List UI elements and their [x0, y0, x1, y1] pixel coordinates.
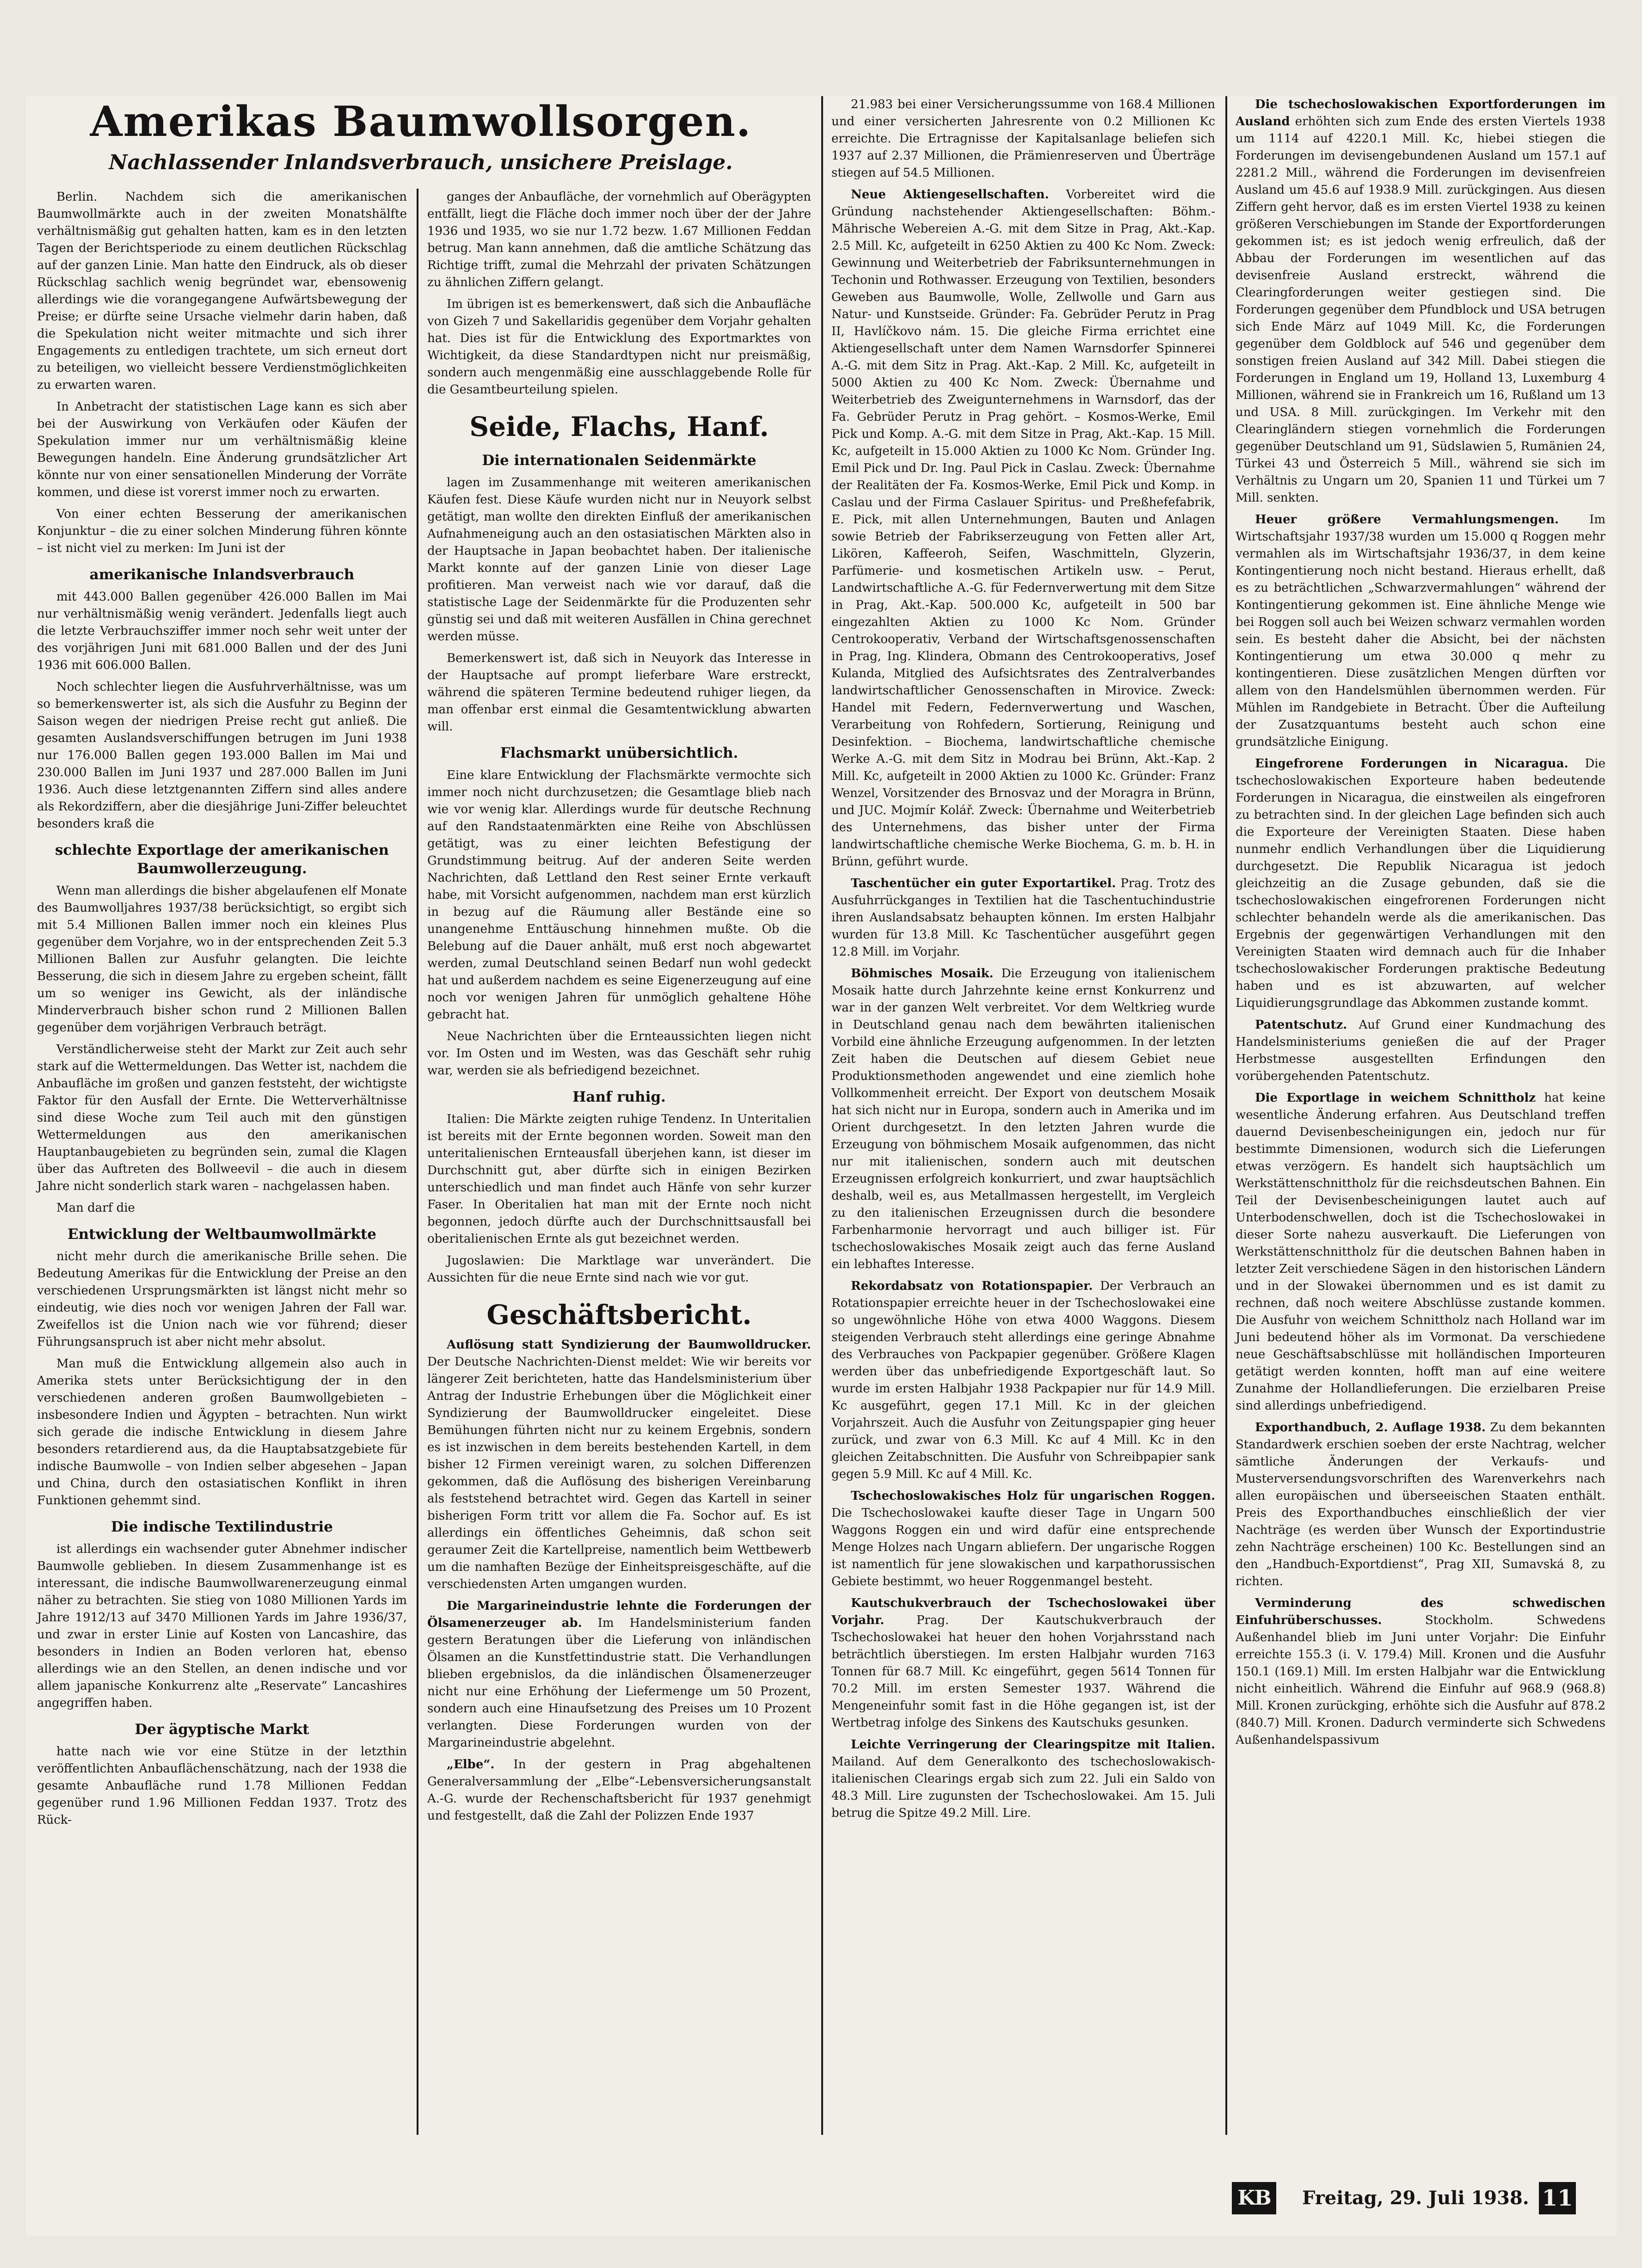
news-item-title: Böhmisches Mosaik.: [851, 967, 994, 981]
paragraph: Man muß die Entwicklung allgemein also auch in Amerika stets unter Berücksichtigung der in den verschiedenen anderen großen Baumwollgebieten – insbesondere Indien und Ägypten – betrachten. Nun wirkt sich gerade die indische Entwicklung in diesem Jahre besonders retardierend aus, da die Hauptabsatzgebiete für indische Baumwolle – von Indien selber abgesehen – Japan und China, durch den ostasiatischen Konflikt in ihren Funktionen gehemmt sind.: [37, 1357, 407, 1508]
news-item: [831, 1278, 1215, 1483]
news-item-body: Im Handelsministerium fanden gestern Beratungen über die Lieferung von inländischen Ölsamen an die Kunstfettindustrie statt. Die Verhandlungen blieben ergebnislos, da die inländischen Ölsamenerzeuger nicht nur eine Erhöhung der Liefermenge um 50 Prozent, sondern auch eine Hinaufsetzung des Preises um 10 Prozent verlangten. Diese Forderungen wurden von der Margarineindustrie abgelehnt.: [427, 1616, 812, 1750]
news-item-title: Heuer größere Vermahlungsmengen.: [1255, 513, 1559, 527]
paragraph: Man darf die: [56, 1201, 135, 1215]
paragraph: Eine klare Entwicklung der Flachsmärkte vermochte sich immer noch nicht durchzusetzen; die Gesamtlage blieb nach wie vor wenig klar. Allerdings wurde für deutsche Rechnung auf den Randstaatenmärkten eine Reihe von Abschlüssen getätigt, was zu einer leichten Befestigung der Grundstimmung beitrug. Auf der anderen Seite werden Nachrichten, daß Lettland den Rest seiner Ernte verkauft habe, mit Vorsicht aufgenommen, nachdem man erst kürzlich in bezug auf die Räumung aller Bestände eine so unangenehme Enttäuschung hinnehmen mußte. Ob die Belebung auf die Dauer anhält, muß erst noch abgewartet werden, zumal Deutschland seinen Bedarf nun wohl gedeckt hat und außerdem nachdem es seine Eigenerzeugung auf eine noch vor wenigen Jahren für unmöglich gehaltene Höhe gebracht hat.: [427, 768, 811, 1022]
column-rule: [821, 96, 823, 2135]
news-item: [831, 1736, 1215, 1822]
news-item-title: „Elbe“.: [447, 1758, 495, 1771]
news-item-title: Leichte Verringerung der Clearingspitze mit Italien.: [851, 1738, 1215, 1752]
news-item-body: Die Tschechoslowakei kaufte dieser Tage in Ungarn 500 Waggons Roggen ein und wird dafür eine entsprechende Menge Holzes nach Ungarn abliefern. Der ungarische Roggen ist namentlich für jene slowakischen und karpathorussischen Gebiete bestimmt, wo heuer Roggenmangel besteht.: [831, 1506, 1215, 1588]
news-item-body: Auf Grund einer Kundmachung des Handelsministeriums genießen die auf der Prager Herbstmesse ausgestellten Erfindungen den vorübergehenden Patentschutz.: [1236, 1018, 1605, 1083]
news-item-body: Stockholm. Schwedens Außenhandel blieb im Juni unter Vorjahr: Die Einfuhr erreichte 155.3 (i. V. 179.4) Mill. Kronen und die Ausfuhr 150.1 (169.1) Mill. Im ersten Halbjahr war die Entwicklung nicht einheitlich. Während die Einfuhr auf 968.9 (968.8) Mill. Kronen zurückging, erhöhte sich die Ausfuhr auf 878.2 (840.7) Mill. Kronen. Dadurch verminderte sich Schwedens Außenhandelspassivum: [1236, 1613, 1605, 1747]
news-item-title: Tschechoslowakisches Holz für ungarischen Roggen.: [851, 1489, 1215, 1503]
paragraph: Noch schlechter liegen die Ausfuhrverhältnisse, was um so bemerkenswerter ist, als sich die Ausfuhr zu Beginn der Saison wegen der niedrigen Preise recht gut anließ. Die gesamten Auslandsverschiffungen betrugen im Juni 1938 nur 176.000 Ballen gegen 193.000 Ballen im Mai und 230.000 Ballen im Juni 1937 und 287.000 Ballen im Juni 1936. Auch diese letztgenannten Ziffern sind alles andere als Rekordziffern, aber die diesjährige Juni-Ziffer beleuchtet besonders kraß die: [37, 680, 407, 831]
news-item-title: Kautschukverbrauch der Tschechoslowakei über Vorjahr.: [831, 1596, 1215, 1627]
news-item-body: Der Deutsche Nachrichten-Dienst meldet: Wie wir bereits vor längerer Zeit berichteten, hatte das Handelsministerium über Antrag der Industrie Erhebungen über die Möglichkeit einer Syndizierung der Baumwolldrucker eingeleitet. Diese Bemühungen führten nicht nur zu keinem Ergebnis, sondern es ist inzwischen in dem bereits bestehenden Kartell, in dem bisher 12 Firmen vereinigt waren, zu solchen Differenzen gekommen, daß die Auflösung des bisherigen Vereinbarung als feststehend betrachtet wird. Gegen das Kartell in seiner bisherigen Form tritt vor allem die Fa. Sochor auf. Es ist allerdings ein öffentliches Geheimnis, daß schon seit geraumer Zeit die Kartellpreise, namentlich beim Wettbewerb um die namhaften Bezüge der Einheitspreisgeschäfte, auf die verschiedensten Arten umgangen wurden.: [427, 1355, 811, 1591]
news-item-body: Zu dem bekannten Standardwerk erschien soeben der erste Nachtrag, welcher sämtliche Änderungen der Verkaufs- und Musterversendungsvorschriften des Warenverkehrs nach allen europäischen und überseeischen Staaten enthält. Preis des Exporthandbuches einschließlich der vier Nachträge (es werden über Wunsch der Exportindustrie zehn Nachträge erscheinen) 100 Kc. Bestellungen sind an den „Handbuch-Exportdienst“, Prag XII, Sumavská 8, zu richten.: [1236, 1421, 1606, 1588]
paragraph: Neue Nachrichten über die Ernteaussichten liegen nicht vor. Im Osten und im Westen, was das Geschäft sehr ruhig war, werden sie als befriedigend bezeichnet.: [427, 1030, 811, 1078]
news-item-title: Die tschechoslowakischen Exportforderungen im Ausland: [1236, 98, 1605, 129]
paragraph: mit 443.000 Ballen gegenüber 426.000 Ballen im Mai nur verhältnismäßig wenig verändert. Jedenfalls liegt auch die letzte Verbrauchsziffer immer noch sehr weit unter der des vorjährigen Juni mit 681.000 Ballen und der des Juni 1936 mit 606.000 Ballen.: [37, 590, 407, 672]
subhead: Die internationalen Seidenmärkte: [482, 452, 756, 469]
news-item-body: Der Verbrauch an Rotationspapier erreichte heuer in der Tschechoslowakei eine so ungewöhnliche Höhe von etwa 4000 Waggons. Diesem steigenden Verbrauch steht allerdings eine geringe Abnahme des Verbrauches von Packpapier gegenüber. Größere Klagen werden über das unbefriedigende Exportgeschäft laut. So wurde im ersten Halbjahr 1938 Packpapier nur für 14.9 Mill. Kc ausgeführt, gegen 17.1 Mill. Kc in der gleichen Vorjahrszeit. Auch die Ausfuhr von Zeitungspapier ging heuer zurück, und zwar von 6.3 Mill. Kc auf 4 Mill. Kc in den gleichen Zeitabschnitten. Die Ausfuhr von Schreibpapier sank gegen 5.9 Mill. Kc auf 4 Mill. Kc.: [831, 1279, 1215, 1481]
paragraph: Verständlicherweise steht der Markt zur Zeit auch sehr stark auf die Wettermeldungen. Das Wetter ist, nachdem die Anbaufläche im großen und ganzen feststeht, der wichtigste Faktor für den Ausfall der Ernte. Die Wetterverhältnisse sind diese Woche zum Teil auch mit den günstigen Wettermeldungen aus den amerikanischen Hauptanbaugebieten zu begründen sein, zumal die Klagen über das Auftreten des Bollweevil – die auch in diesem Jahre nicht sonderlich stark waren – nachgelassen haben.: [37, 1042, 407, 1193]
news-item-title: Die Margarineindustrie lehnte die Forderungen der Ölsamenerzeuger ab.: [427, 1599, 811, 1630]
news-item: [427, 1336, 811, 1593]
news-item: [831, 1488, 1215, 1590]
subhead: amerikanische Inlandsverbrauch: [89, 566, 355, 583]
column-4: [1236, 96, 1605, 2130]
newspaper-page: [26, 96, 1617, 2237]
news-item-body: Im Wirtschaftsjahr 1937/38 wurden um 15.000 q Roggen mehr vermahlen als im Wirtschaftsjahr 1936/37, in dem keine Kontingentierung noch nicht bestand. Hieraus erhellt, daß es zu beträchtlichen „Schwarzvermahlungen“ während der Kontingentierung gekommen ist. Eine ähnliche Menge wie bei Roggen soll auch bei Weizen schwarz vermahlen worden sein. Es besteht daher die Absicht, bei der nächsten Kontingentierung um etwa 30.000 q mehr zu kontingentieren. Diese zusätzlichen Mengen dürften vor allem von den Handelsmühlen übernommen werden. Für Mühlen im Randgebiete in Betracht. Über die Aufteilung der Zusatzquantums besteht auch schon eine grundsätzliche Einigung.: [1236, 513, 1606, 749]
news-item-title: Patentschutz.: [1255, 1018, 1347, 1032]
paragraph: Italien: Die Märkte zeigten ruhige Tendenz. In Unteritalien ist bereits mit der Ernte begonnen worden. Soweit man den unteritalienischen Ernteausfall überjehen kann, ist dieser im Durchschnitt gut, aber dürfte sich in einigen Bezirken unterschiedlich und man findet auch Hänfe von sehr kurzer Faser. In Oberitalien hat man mit der Ernte noch nicht begonnen, jedoch dürfte auch der Durchschnittsausfall bei oberitalienischen Ernte als gut bezeichnet werden.: [427, 1112, 811, 1246]
page-number: 11: [1539, 2182, 1576, 2214]
news-item-title: Eingefrorene Forderungen in Nicaragua.: [1255, 757, 1568, 771]
news-item-title: Neue Aktiengesellschaften.: [851, 188, 1049, 202]
paragraph: In Anbetracht der statistischen Lage kann es sich aber bei der Auswirkung von Verkäufen oder Käufen der Spekulation immer nur um verhältnismäßig kleine Bewegungen handeln. Eine Änderung grundsätzlicher Art könnte nur von einer sensationellen Minderung der Vorräte kommen, und diese ist vorerst immer noch zu erwarten.: [37, 400, 407, 499]
news-item-title: Auflösung statt Syndizierung der Baumwolldrucker.: [447, 1338, 811, 1352]
news-item: [1236, 96, 1605, 507]
section-title-seide: Seide, Flachs, Hanf.: [469, 411, 769, 442]
news-item-body: Prag. Trotz des Ausfuhrrückganges in Textilien hat die Taschentuchindustrie ihren Auslandsabsatz behaupten können. Im ersten Halbjahr wurden für 13.8 Mill. Kc Taschentücher ausgeführt gegen 12.8 Mill. im Vorjahr.: [831, 877, 1216, 959]
news-item-title: Die Exportlage in weichem Schnittholz: [1255, 1091, 1536, 1105]
column-rule: [1225, 96, 1227, 2135]
paragraph: lagen im Zusammenhange mit weiteren amerikanischen Käufen fest. Diese Käufe wurden nicht nur in Neuyork selbst getätigt, man wollte den direkten Einfluß der amerikanischen Aufnahmeneigung auch an den ostasiatischen Märkten also in der Hauptsache in Japan beobachtet haben. Der italienische Markt konnte auf der ganzen Linie von dieser Lage profitieren. Man verweist nach wie vor darauf, daß die statistische Lage der Seidenmärkte für die Produzenten sehr günstig sei und daß mit weiteren Ausfällen in China gerechnet werden müsse.: [427, 476, 811, 644]
news-item-body: Mailand. Auf dem Generalkonto des tschechoslowakisch-italienischen Clearings ergab sich zum 22. Juli ein Saldo von 48.3 Mill. Lire zugunsten der Tschechoslowakei. Am 15. Juli betrug die Spitze 49.2 Mill. Lire.: [831, 1755, 1215, 1820]
paragraph: Wenn man allerdings die bisher abgelaufenen elf Monate des Baumwolljahres 1937/38 berücksichtigt, so ergibt sich mit 5.4 Millionen Ballen immer noch ein kleines Plus gegenüber dem Vorjahre, wo in der entsprechenden Zeit 5.3 Millionen Ballen zur Ausfuhr gelangten. Die leichte Besserung, die sich in diesem Jahre zu ergeben scheint, fällt um so weniger ins Gewicht, als der inländische Minderverbrauch bisher schon rund 2 Millionen Ballen gegenüber dem vorjährigen Verbrauch beträgt.: [37, 884, 407, 1035]
column-3: [831, 96, 1215, 2130]
news-item: [427, 1598, 811, 1752]
subhead: schlechte Exportlage der amerikanischen Baumwollerzeugung.: [55, 842, 389, 877]
news-item-body: Vorbereitet wird die Gründung nachstehender Aktiengesellschaften: Böhm.-Mährische Webereien A.-G. mit dem Sitze in Prag, Akt.-Kap. 2.5 Mill. Kc, aufgeteilt in 6250 Aktien zu 400 Kc Nom. Zweck: Gewinnung und Weiterbetrieb der Fabriksunternehmungen in Techonin und Rothwasser. Erzeugung von Textilien, besonders Geweben aus Baumwolle, Wolle, Zellwolle und Garn aus Natur- und Kunstseide. Gründer: Fa. Gebrüder Perutz in Prag II, Havlíčkovo nám. 15. Die gleiche Firma errichtet eine Aktiengesellschaft unter dem Namen Warnsdorfer Spinnerei A.-G. mit dem Sitz in Prag. Akt.-Kap. 2 Mill. Kc, aufgeteilt in 5000 Aktien zu 400 Kc Nom. Zweck: Übernahme und Weiterbetrieb des Zweigunternehmens in Warnsdorf, das der Fa. Gebrüder Perutz in Prag gehört. – Kosmos-Werke, Emil Pick und Komp. A.-G. mit dem Sitze in Prag, Akt.-Kap. 15 Mill. Kc, aufgeteilt in 15.000 Aktien zu 1000 Kc Nom. Gründer Ing. Emil Pick und Dr. Ing. Paul Pick in Caslau. Zweck: Übernahme der Realitäten der Fa. Kosmos-Werke, Emil Pick und Komp. in Caslau und der Firma Caslauer Spiritus- und Preßhefefabrik, E. Pick, mit allen Unternehmungen, Bauten und Anlagen sowie Betrieb der Fabrikserzeugung von Fetten aller Art, Likören, Kaffeeroh, Seifen, Waschmitteln, Glyzerin, Parfümerie- und kosmetischen Artikeln usw. – Perut, Landwirtschaftliche A.-G. für Federnverwertung mit dem Sitze in Prag, Akt.-Kap. 500.000 Kc, aufgeteilt in 500 bar eingezahlten Aktien zu 1000 Kc Nom. Gründer Centrokooperativ, Verband der Wirtschaftsgenossenschaften in Prag, Ing. Klindera, Obmann des Centrokooperativs, Josef Kulanda, Mitglied des Aufsichtsrates des Zentralverbandes landwirtschaftlicher Genossenschaften in Mirovice. Zweck: Handel mit Federn, Federnverwertung und Waschen, Verarbeitung von Rohfedern, Sortierung, Reinigung und Desinfektion. – Biochema, landwirtschaftliche chemische Werke A.-G. mit dem Sitz in Modrau bei Brünn, Akt.-Kap. 2 Mill. Kc, aufgeteilt in 2000 Aktien zu 1000 Kc. Gründer: Franz Wenzel, Vorsitzender des Brnosvaz und der Moragra in Brünn, und JUC. Mojmír Kolář. Zweck: Übernahme und Weiterbetrieb des Unternehmens, das bisher unter der Firma landwirtschaftliche chemische Werke Biochema, G. m. b. H. in Brünn, geführt wurde.: [831, 188, 1216, 869]
news-item-body: hat keine wesentliche Änderung erfahren. Aus Deutschland treffen dauernd Devisenbescheinigungen ein, jedoch nur für bestimmte Dimensionen, wodurch sich die Lieferungen etwas verzögern. Es handelt sich hauptsächlich um Werkstättenschnittholz für die reichsdeutschen Bahnen. Ein Teil der Devisenbescheinigungen lautet auch auf Unterbodenschwellen, doch ist die Tschechoslowakei in dieser Sorte nahezu ausverkauft. Die Lieferungen von Werkstättenschnittholz für die deutschen Bahnen haben in letzter Zeit verschiedene Sägen in den historischen Ländern und in der Slowakei übernommen und es ist damit zu rechnen, daß noch weitere Abschlüsse zustande kommen. Die Ausfuhr von weichem Schnittholz nach Holland war im Juni bedeutend höher als im Vormonat. Da verschiedene neue Geschäftsabschlüsse mit holländischen Importeuren getätigt werden konnten, hofft man auf eine weitere Zunahme der Hollandlieferungen. Die erzielbaren Preise sind allerdings unbefriedigend.: [1236, 1091, 1605, 1413]
news-item-title: Exporthandbuch, 2. Auflage 1938.: [1255, 1421, 1486, 1434]
section-title-geschaeft: Geschäftsbericht.: [486, 1299, 752, 1330]
news-item: [1236, 1017, 1605, 1085]
subhead: Der ägyptische Markt: [135, 1721, 309, 1738]
paragraph: Im übrigen ist es bemerkenswert, daß sich die Anbaufläche von Gizeh 7 und Sakellaridis gegenüber dem Vorjahr gehalten hat. Dies ist für die Entwicklung des Exportmarktes von Wichtigkeit, da diese Standardtypen nicht nur preismäßig, sondern auch mengenmäßig eine ausschlaggebende Rolle für die Gesamtbeurteilung spielen.: [427, 297, 811, 397]
column-rule: [417, 189, 418, 2135]
subhead: Die indische Textilindustrie: [111, 1519, 333, 1535]
news-item: [427, 1756, 811, 1825]
column-2: [427, 189, 811, 2130]
article-headline: Amerikas Baumwollsorgen.: [90, 97, 752, 146]
issue-date: Freitag, 29. Juli 1938.: [1302, 2187, 1529, 2209]
news-item: [831, 1595, 1215, 1732]
paragraph: Berlin. Nachdem sich die amerikanischen Baumwollmärkte auch in der zweiten Monatshälfte verhältnismäßig gut gehalten hatten, kam es in den letzten Tagen der Berichtsperiode zu einem deutlichen Rückschlag auf der ganzen Linie. Man hatte den Eindruck, als ob dieser Rückschlag sachlich wenig begründet war, ebensowenig allerdings wie die vorangegangene Aufwärtsbewegung der Preise; er dürfte seine Ursache vielmehr darin haben, daß die Spekulation nicht weiter mitmachte und sich ihrer Engagements zu entledigen trachtete, um sich erneut dort zu beteiligen, wo vielleicht bessere Verdienstmöglichkeiten zu erwarten waren.: [37, 190, 407, 392]
article-masthead: [37, 96, 805, 189]
news-item: [1236, 1595, 1605, 1749]
publication-logo: KB: [1232, 2182, 1276, 2214]
subhead: Hanf ruhig.: [572, 1089, 666, 1105]
news-item-title: Verminderung des schwedischen Einfuhrüberschusses.: [1236, 1596, 1605, 1627]
subhead: Flachsmarkt unübersichtlich.: [500, 745, 738, 761]
column-1: [37, 189, 407, 2130]
paragraph: hatte nach wie vor eine Stütze in der letzthin veröffentlichten Anbauflächenschätzung, nach der 1938 die gesamte Anbaufläche rund 1.78 Millionen Feddan gegenüber rund 1.96 Millionen Feddan 1937. Trotz des Rück-: [37, 1745, 407, 1827]
paragraph: ist allerdings ein wachsender guter Abnehmer indischer Baumwolle geblieben. In diesem Zusammenhange ist es interessant, die indische Baumwollwarenerzeugung einmal näher zu betrachten. Sie stieg von 1080 Millionen Yards im Jahre 1912/13 auf 3470 Millionen Yards im Jahre 1936/37, und zwar in erster Linie auf Kosten von Lancashire, das besonders in Indien an Boden verloren hat, ebenso allerdings wie an den Stellen, an denen indische und vor allem japanische Konkurrenz alte „Reservate“ Lancashires angegriffen haben.: [37, 1542, 407, 1710]
paragraph: 21.983 bei einer Versicherungssumme von 168.4 Millionen und einer versicherten Jahresrente von 0.2 Millionen Kc erreichte. Die Ertragnisse der Kapitalsanlage beliefen sich 1937 auf 2.37 Millionen, die Prämienreserven und Überträge stiegen auf 54.5 Millionen.: [831, 98, 1215, 180]
news-item-body: Prag. Der Kautschukverbrauch der Tschechoslowakei hat heuer den hohen Vorjahrsstand nach beträchtlich überstiegen. Im ersten Halbjahr wurden 7163 Tonnen für 68.7 Mill. Kc eingeführt, gegen 5614 Tonnen für 70.2 Mill. im ersten Semester 1937. Während die Mengeneinfuhr somit fast in die Höhe gegangen ist, ist der Wertbetrag infolge des Sinkens des Kautschuks gesunken.: [831, 1613, 1215, 1730]
paragraph: Bemerkenswert ist, daß sich in Neuyork das Interesse in der Hauptsache auf prompt lieferbare Ware erstreckt, während die späteren Termine bedeutend ruhiger liegen, da man offenbar erst einmal die Gesamtentwicklung abwarten will.: [427, 651, 811, 734]
paragraph: ganges der Anbaufläche, der vornehmlich auf Oberägypten entfällt, liegt die Fläche doch immer noch über der der Jahre 1936 und 1935, wo sie nur 1.72 bezw. 1.67 Millionen Feddan betrug. Man kann annehmen, daß die amtliche Schätzung das Richtige trifft, zumal die Mehrzahl der privaten Schätzungen zu ähnlichen Ziffern gelangt.: [427, 190, 811, 289]
news-item-body: In der gestern in Prag abgehaltenen Generalversammlung der „Elbe“-Lebensversicherungsanstalt A.-G. wurde der Rechenschaftsbericht für 1937 genehmigt und festgestellt, daß die Zahl der Polizzen Ende 1937: [427, 1758, 811, 1823]
paragraph: nicht mehr durch die amerikanische Brille sehen. Die Bedeutung Amerikas für die Entwicklung der Preise an den verschiedenen Ursprungsmärkten ist längst nicht mehr so eindeutig, wie dies noch vor wenigen Jahren der Fall war. Zweifellos ist die Union nach wie vor führend; dieser Führungsanspruch ist aber nicht mehr absolut.: [37, 1250, 407, 1349]
news-item: [1236, 755, 1605, 1012]
paragraph: Von einer echten Besserung der amerikanischen Konjunktur – die zu einer solchen Minderung führen könnte – ist nicht viel zu merken: Im Juni ist der: [37, 507, 407, 555]
news-item: [831, 965, 1215, 1273]
paragraph: Jugoslawien: Die Marktlage war unverändert. Die Aussichten für die neue Ernte sind nach wie vor gut.: [427, 1254, 811, 1285]
news-item: [831, 875, 1215, 961]
news-item: [1236, 1419, 1605, 1590]
news-item: [1236, 511, 1605, 751]
news-item-body: erhöhten sich zum Ende des ersten Viertels 1938 um 1114 auf 4220.1 Mill. Kc, hiebei stiegen die Forderungen im devisengebundenen Ausland um 157.1 auf 2281.2 Mill., während die Forderungen im devisenfreien Ausland um 45.6 auf 1938.9 Mill. zurückgingen. Aus diesen Ziffern geht hervor, daß es im ersten Viertel 1938 zu keinen größeren Verschiebungen im Stande der Exportforderungen gekommen ist; es ist jedoch wenig erfreulich, daß der Abbau der Forderungen im wesentlichen auf das devisenfreie Ausland erstreckt, während die Clearingforderungen weiter gestiegen sind. Die Forderungen gegenüber dem Pfundblock und USA betrugen sich Ende März auf 1049 Mill. Kc, die Forderungen gegenüber dem Goldblock auf 546 und gegenüber dem sonstigen freien Ausland auf 342 Mill. Dabei stiegen die Forderungen in England um 19, Holland 13, Luxemburg 4 Millionen, während sie in Frankreich um 16, Rußland um 13 und USA. 8 Mill. zurückgingen. Im Verkehr mit den Clearingländern stiegen vornehmlich die Forderungen gegenüber Deutschland um 91, Südslawien 5, Rumänien 24, Türkei 43 und Österreich 5 Mill., während sie sich im Verhältnis zu Ungarn um 20, Spanien 11 und Türkei um 7 Mill. senkten.: [1236, 115, 1606, 505]
article-subheadline: Nachlassender Inlandsverbrauch, unsichere Preislage.: [109, 151, 733, 174]
news-item-title: Taschentücher ein guter Exportartikel.: [851, 877, 1116, 890]
news-item-title: Rekordabsatz von Rotationspapier.: [851, 1279, 1093, 1293]
news-item-body: Die tschechoslowakischen Exporteure haben bedeutende Forderungen in Nicaragua, die einstweilen als eingefroren zu betrachten sind. In der gleichen Lage befinden sich auch die Exporteure der Vereinigten Staaten. Diese haben nunmehr endlich Verhandlungen über die Liquidierung durchgesetzt. Die Republik Nicaragua ist jedoch gleichzeitig an die Zusage gebunden, daß sie die tschechoslowakischen eingefrorenen Forderungen nicht schlechter behandeln werde als die amerikanischen. Das Ergebnis der gegenwärtigen Verhandlungen mit den Vereinigten Staaten wird demnach auch für die Inhaber tschechoslowakischer Forderungen praktische Bedeutung haben und es ist abzuwarten, auf welcher Liquidierungsgrundlage das Abkommen zustande kommt.: [1236, 757, 1605, 1010]
news-item: [1236, 1090, 1605, 1415]
news-item: [831, 186, 1215, 870]
news-item-body: Die Erzeugung von italienischem Mosaik hatte durch Jahrzehnte keine ernst Konkurrenz und war in der ganzen Welt verbreitet. Vor dem Weltkrieg wurde in Deutschland genau nach dem bewährten italienischen Vorbild eine ähnliche Erzeugung aufgenommen. In der letzten Zeit haben die Deutschen auf diesem Gebiet neue Produktionsmethoden angewendet und eine ziemlich hohe Vollkommenheit erreicht. Der Export von deutschem Mosaik hat sich nicht nur in Europa, sondern auch in Amerika und im Orient durchgesetzt. In den letzten Jahren wurde die Erzeugung von böhmischem Mosaik aufgenommen, das nicht nur mit italienischen, sondern auch mit deutschen Erzeugnissen erfolgreich konkurriert, und zwar hauptsächlich deshalb, weil es, aus Metallmassen hergestellt, im Vergleich zu den italienischen Erzeugnissen durch die besondere Farbenharmonie hervorragt und auch billiger ist. Für tschechoslowakisches Mosaik zeigt auch das ferne Ausland ein lebhaftes Interesse.: [831, 967, 1216, 1271]
subhead: Entwicklung der Weltbaumwollmärkte: [67, 1226, 376, 1243]
